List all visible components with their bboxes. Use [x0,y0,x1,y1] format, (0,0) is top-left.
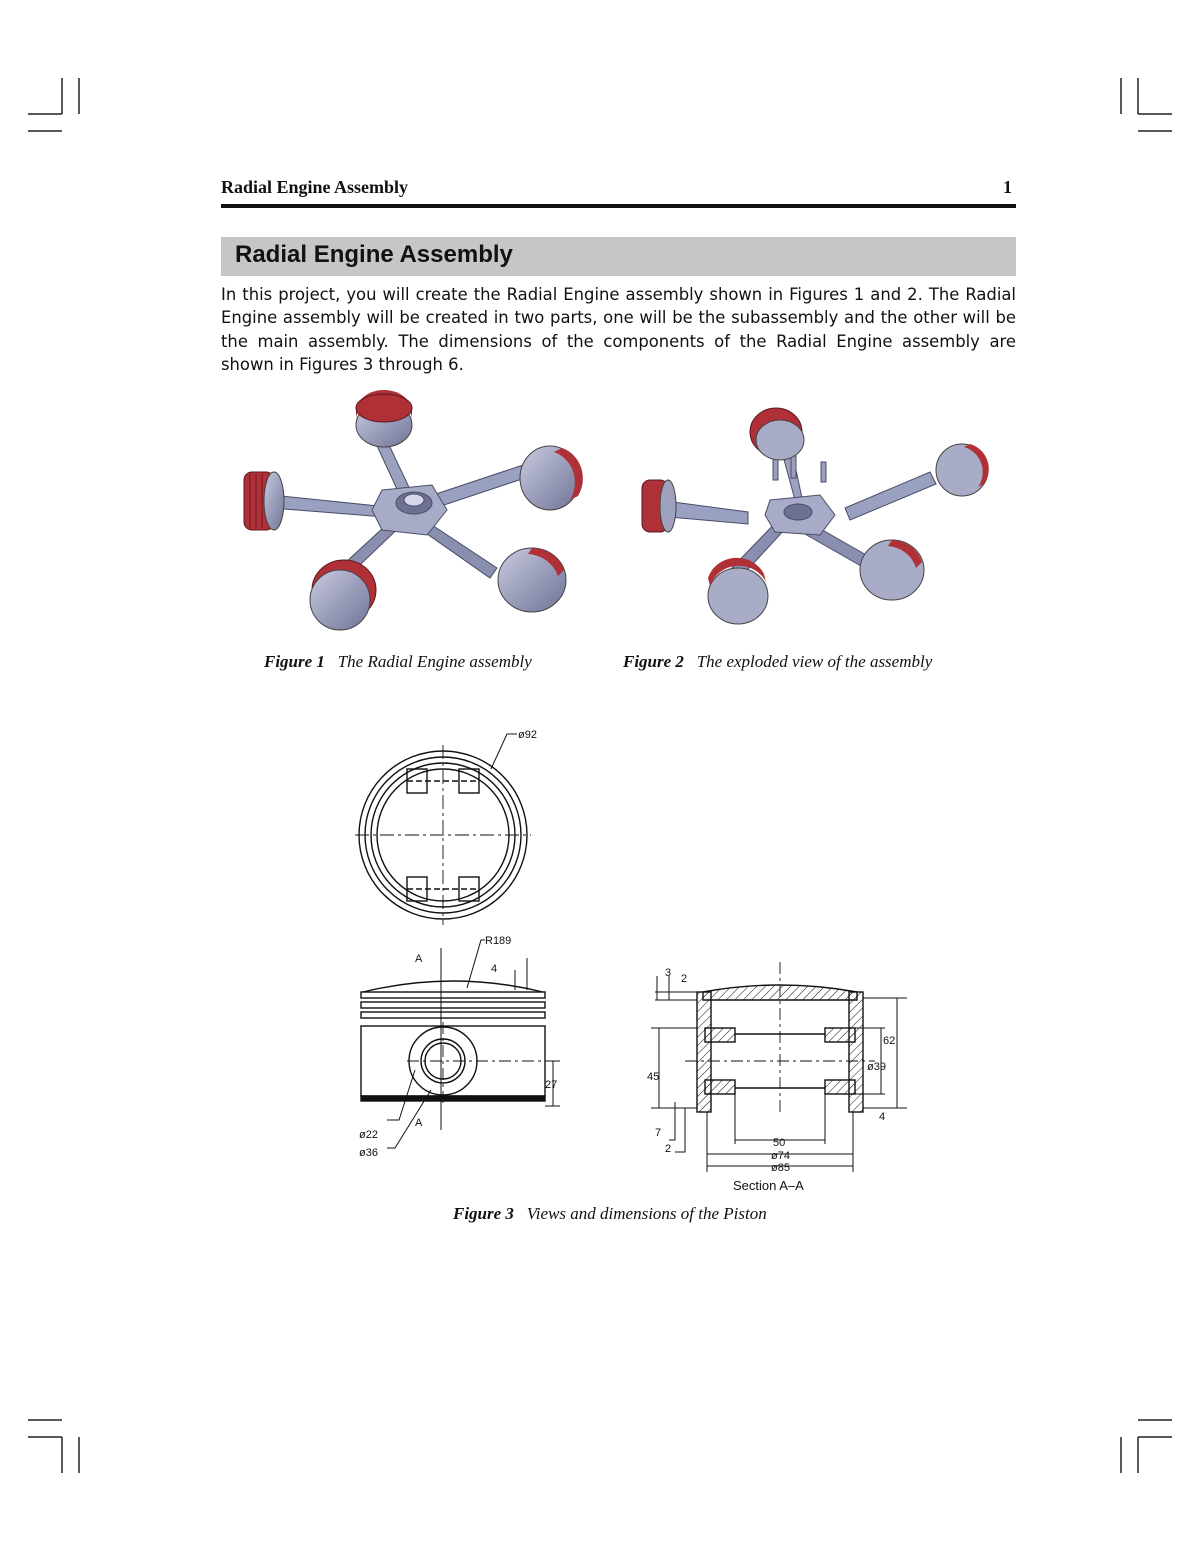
section-heading-band [221,237,1016,276]
figure-2-caption [623,652,932,672]
figure-3-caption-text: Views and dimensions of the Piston [526,1204,767,1223]
piston-section-view [645,962,905,1192]
running-header [221,172,1016,208]
figure-3-label: Figure 3 [453,1204,514,1223]
dim-section-2b: 2 [665,1143,672,1155]
dim-boss-dia: ø36 [359,1147,378,1159]
dim-radius: R189 [485,935,512,947]
dim-height-27: 27 [545,1079,558,1091]
page-number: 1 [1003,177,1012,197]
section-view-title: Section A–A [733,1178,804,1193]
figure-2-illustration [630,400,1000,650]
piston-bottom-right [498,548,566,612]
section-marker-bottom: A [415,1117,423,1129]
dim-section-45: 45 [647,1071,660,1083]
section-marker-top: A [415,953,423,965]
dim-section-bore: ø39 [867,1061,886,1073]
running-header-title: Radial Engine Assembly [221,177,409,197]
figure-1-label: Figure 1 [264,652,325,671]
piston-right [520,446,583,510]
figure-3-caption [453,1204,767,1224]
dim-section-85: ø85 [771,1162,790,1174]
dim-section-7: 7 [655,1127,662,1139]
figure-1-caption-text: The Radial Engine assembly [337,652,532,671]
dim-section-4: 4 [879,1111,886,1123]
dim-groove-offset: 4 [491,963,498,975]
intro-paragraph: In this project, you will create the Radial Engine assembly shown in Figures 1 and 2. The Radial Engine assembly will be created in two parts, one will be the subassembly and the other will be the main assembly. The dimensions of the components of the Radial Engine assembly are shown in Figures 3 through 6. [221,285,1016,374]
piston-top-view [355,725,555,925]
dim-section-62: 62 [883,1035,896,1047]
dim-section-2a: 2 [681,973,688,985]
piston-left [244,472,284,530]
figure-1-caption [264,652,532,672]
piston-bottom-left [310,560,376,630]
figure-1-illustration [232,390,602,640]
dim-section-3: 3 [665,967,672,979]
piston-front-view [355,930,565,1160]
dim-section-50: 50 [773,1137,786,1149]
piston-top [356,390,412,447]
dim-section-74: ø74 [771,1150,790,1162]
section-title: Radial Engine Assembly [235,241,513,268]
dim-pin-bore: ø22 [359,1129,378,1141]
figure-2-label: Figure 2 [623,652,684,671]
dim-top-diameter: ø92 [518,729,537,741]
figure-2-caption-text: The exploded view of the assembly [696,652,933,671]
